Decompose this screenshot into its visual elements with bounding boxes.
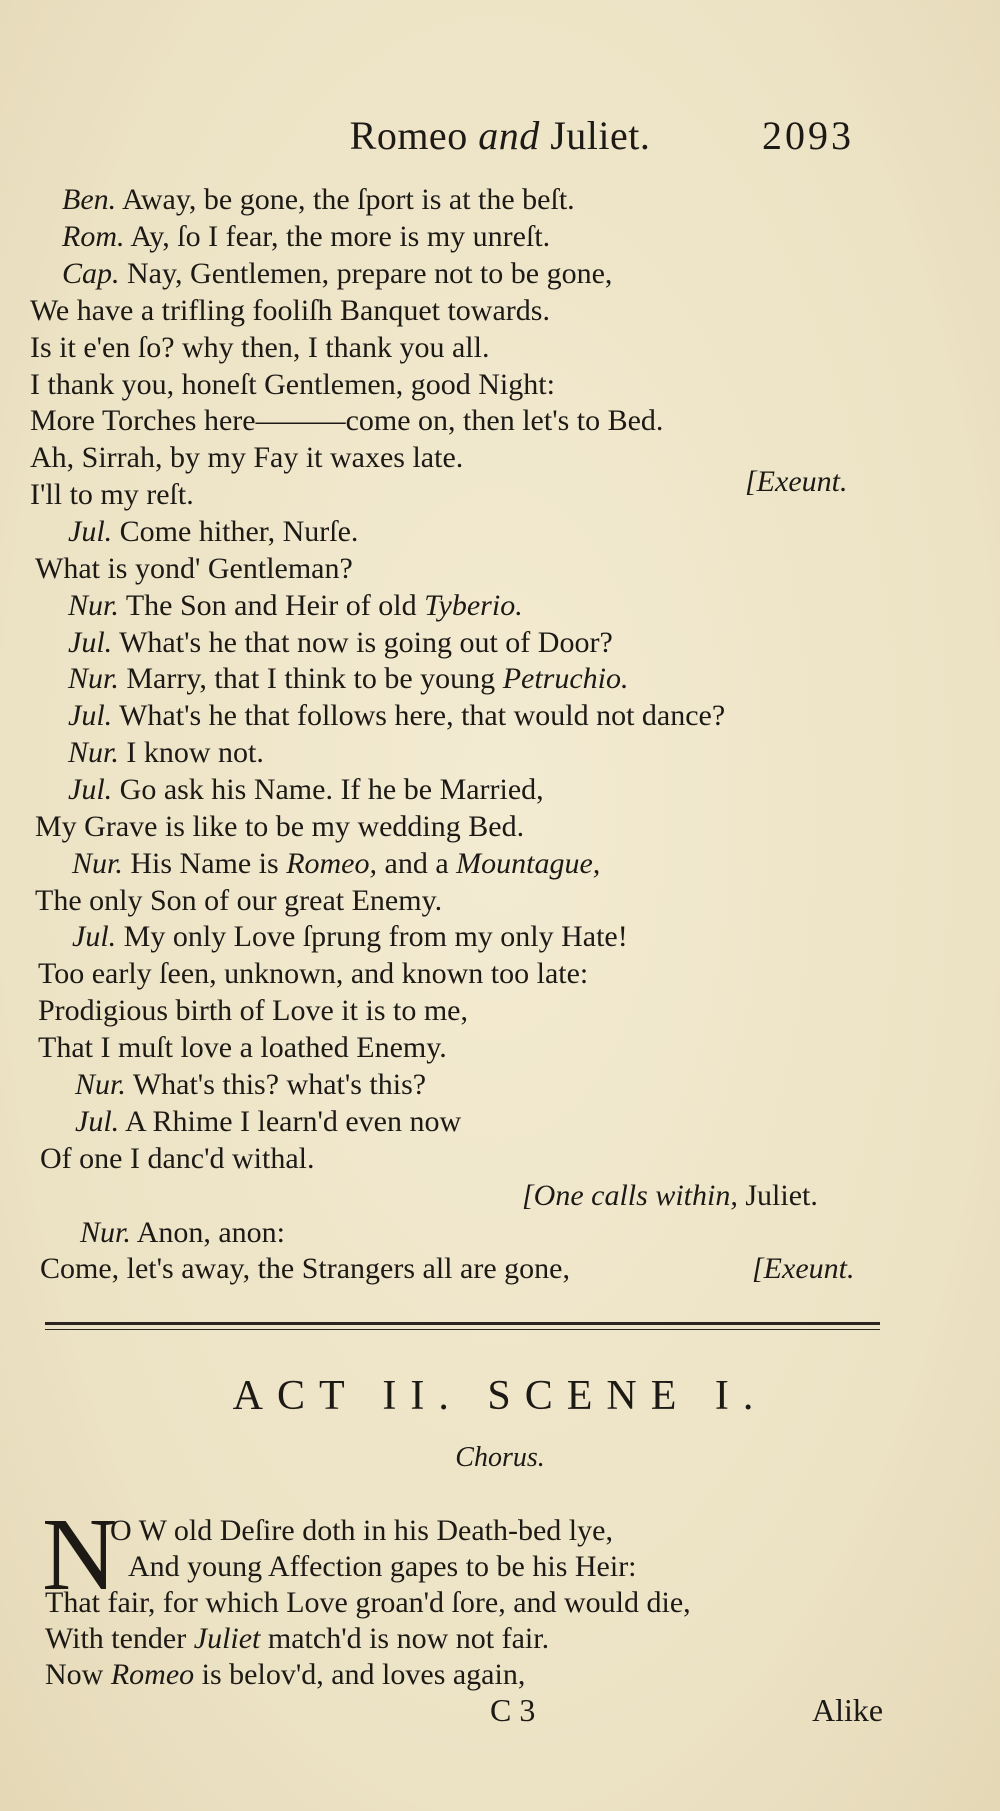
verse-line [68,773,544,807]
page-number: 2093 [762,113,854,158]
chorus-line [45,1658,525,1692]
line-text: Away, be gone, the ſport is at the beſt. [116,183,575,216]
line-text: What's this? what's this? [125,1068,427,1101]
verse-line [30,404,663,438]
line-text: His Name is [122,847,287,880]
chorus-line [45,1622,549,1656]
running-head-title-c: Juliet. [539,113,651,158]
section-rule [45,1322,880,1325]
running-head-title-a: Romeo [349,113,479,158]
line-text: is belov'd, and loves again, [194,1658,526,1691]
verse-line [30,478,194,512]
verse-line [35,810,524,844]
line-text: That fair, for which Love groan'd ſore, and would die, [45,1586,691,1619]
verse-line [75,1105,461,1139]
chorus-heading: Chorus. [455,1442,545,1473]
line-text: Marry, that I think to be young [118,662,503,695]
verse-line [68,662,629,696]
verse-line [72,847,600,881]
line-text: A Rhime I learn'd even now [119,1105,462,1138]
chorus-line [110,1514,613,1548]
drop-cap: N [42,1497,118,1612]
verse-line [30,368,555,402]
line-text: My Grave is like to be my wedding Bed. [35,810,525,843]
stage-direction-one-calls [522,1179,818,1213]
line-italic: Mountague, [456,847,601,880]
line-text: What's he that follows here, that would not dance? [112,699,726,732]
line-text: and a [377,847,457,880]
speaker-name: Nur. [80,1216,131,1249]
line-text: Is it e'en ſo? why then, I thank you all. [30,331,490,364]
line-text: The only Son of our great Enemy. [35,884,443,917]
section-rule-thin [45,1329,880,1330]
speaker-name: Nur. [68,736,119,769]
line-text: Ay, ſo I fear, the more is my unreſt. [124,220,551,253]
line-text: Prodigious birth of Love it is to me, [38,994,468,1027]
verse-line [38,957,588,991]
stage-direction-exeunt: [Exeunt. [752,1252,855,1285]
speaker-name: Jul. [68,699,113,732]
line-text: O W old Deſire doth in his Death-bed lye, [110,1514,613,1547]
line-text: What is yond' Gentleman? [35,552,353,585]
line-text: Come hither, Nurſe. [112,515,359,548]
line-text: match'd is now not fair. [260,1622,550,1655]
speaker-name: Ben. [62,183,117,216]
line-text: That I muſt love a loathed Enemy. [38,1031,447,1064]
verse-line [40,1142,314,1176]
line-text: More Torches here———come on, then let's to Bed. [30,404,664,437]
verse-line [38,994,468,1028]
line-italic: Romeo, [286,847,377,880]
line-italic: Petruchio. [502,662,629,695]
line-text: What's he that now is going out of Door? [112,626,613,659]
verse-line [68,699,725,733]
catchword: Alike [812,1692,884,1728]
verse-line [38,1031,447,1065]
verse-line [62,257,612,291]
verse-line [30,294,550,328]
speaker-name: Jul. [72,920,117,953]
speaker-name: Cap. [62,257,120,290]
act-heading: ACT II. SCENE I. [232,1373,768,1419]
line-text: I'll to my reſt. [30,478,194,511]
line-text: Now [45,1658,111,1691]
verse-line [68,626,613,660]
line-italic: Romeo [110,1658,195,1691]
verse-line [62,183,575,217]
verse-line [35,884,442,918]
line-italic: Tyberio. [424,589,523,622]
verse-line [68,515,358,549]
line-text: And young Affection gapes to be his Heir: [128,1550,637,1583]
verse-line [80,1216,285,1250]
line-text: Of one I danc'd withal. [40,1142,315,1175]
line-text: Ah, Sirrah, by my Fay it waxes late. [30,441,464,474]
line-text: Anon, anon: [130,1216,286,1249]
stage-direction-name: Juliet. [737,1179,818,1212]
verse-line [68,589,523,623]
verse-line [30,331,489,365]
verse-line [72,920,628,954]
verse-line [30,441,463,475]
chorus-line [128,1550,637,1584]
speaker-name: Nur. [68,589,119,622]
speaker-name: Nur. [75,1068,126,1101]
line-text: Too early ſeen, unknown, and known too late: [38,957,589,990]
line-text: Go ask his Name. If he be Married, [112,773,544,806]
line-text: We have a trifling fooliſh Banquet towards. [30,294,550,327]
speaker-name: Rom. [62,220,125,253]
speaker-name: Jul. [68,773,113,806]
line-text: My only Love ſprung from my only Hate! [116,920,628,953]
speaker-name: Nur. [68,662,119,695]
line-text: The Son and Heir of old [118,589,425,622]
speaker-name: Jul. [68,515,113,548]
line-text: With tender [45,1622,194,1655]
chorus-line [45,1586,691,1620]
stage-direction-exeunt: [Exeunt. [745,465,848,498]
line-italic: Juliet [193,1622,261,1655]
line-text: I thank you, honeſt Gentlemen, good Night: [30,368,555,401]
speaker-name: Jul. [75,1105,120,1138]
stage-direction-text: [One calls within, [522,1179,738,1212]
speaker-name: Nur. [72,847,123,880]
running-head-title-b: and [478,113,540,158]
verse-line [40,1252,570,1286]
verse-line [35,552,353,586]
line-text: I know not. [118,736,264,769]
line-text: Come, let's away, the Strangers all are gone, [40,1252,570,1285]
speaker-name: Jul. [68,626,113,659]
signature-mark: C 3 [490,1692,536,1728]
line-text: Nay, Gentlemen, prepare not to be gone, [119,257,613,290]
verse-line [62,220,550,254]
verse-line [75,1068,426,1102]
verse-line [68,736,264,770]
